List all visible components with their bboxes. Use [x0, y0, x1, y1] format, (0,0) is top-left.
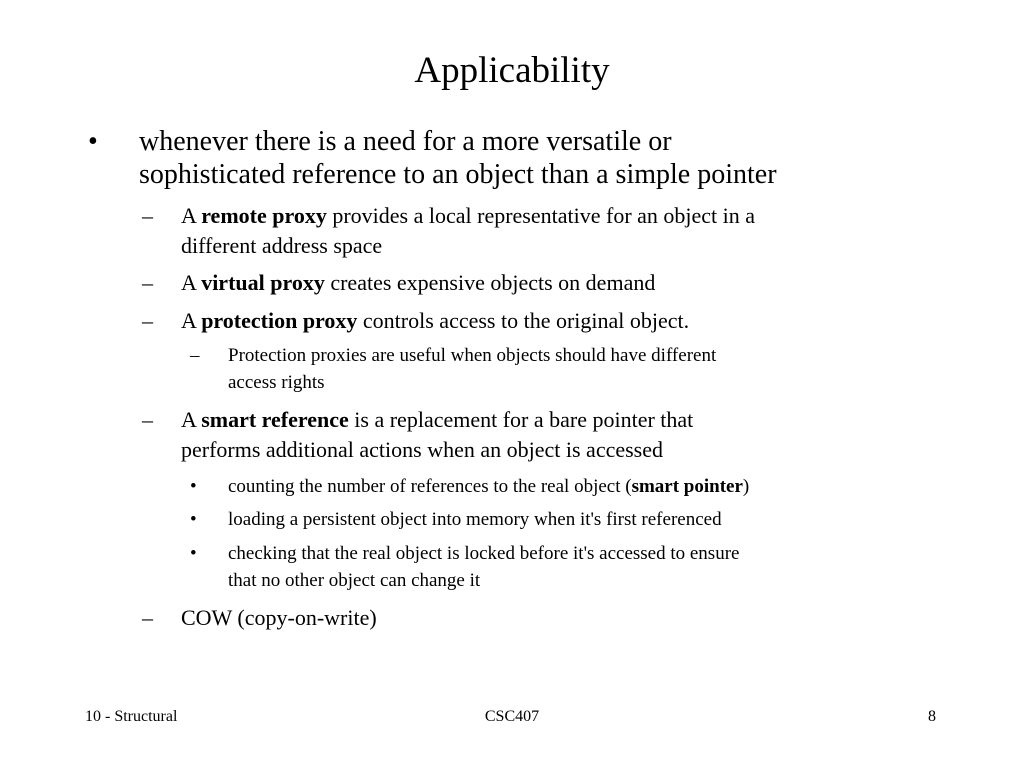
bullet-marker: • — [190, 543, 197, 564]
dash-marker: – — [142, 270, 153, 295]
smart-sub-counting — [228, 473, 749, 500]
smart-reference-line2: performs additional actions when an object is accessed — [181, 437, 664, 462]
smart-reference-post: is a replacement for a bare pointer that — [348, 407, 694, 432]
remote-proxy-pre: A — [181, 203, 202, 228]
virtual-proxy-term: virtual proxy — [201, 270, 325, 295]
smart-sub-loading: loading a persistent object into memory when it's first referenced — [228, 509, 722, 530]
protection-sub-line1: Protection proxies are useful when objects should have different — [228, 345, 717, 366]
page-number: 8 — [928, 708, 936, 725]
bullet-main-line2: sophisticated reference to an object than a simple pointer — [139, 159, 777, 190]
smart-sub-checking-line1: checking that the real object is locked before it's accessed to ensure — [228, 543, 740, 564]
dash-marker: – — [142, 203, 153, 228]
remote-proxy-item — [181, 201, 755, 231]
smart-reference-term: smart reference — [201, 407, 349, 432]
virtual-proxy-post: creates expensive objects on demand — [324, 270, 656, 295]
dash-marker: – — [142, 605, 153, 630]
protection-proxy-post: controls access to the original object. — [357, 308, 690, 333]
dash-marker: – — [142, 308, 153, 333]
bullet-main-line1: whenever there is a need for a more versatile or — [139, 126, 672, 157]
smart-pointer-term: smart pointer — [631, 476, 743, 497]
protection-sub-line2: access rights — [228, 372, 325, 393]
protection-proxy-term: protection proxy — [201, 308, 358, 333]
protection-proxy-pre: A — [181, 308, 202, 333]
bullet-marker: • — [190, 509, 197, 530]
cow-item: COW (copy-on-write) — [181, 605, 377, 630]
virtual-proxy-item — [181, 268, 655, 298]
footer-left: 10 - Structural — [85, 708, 178, 725]
protection-proxy-item — [181, 306, 689, 336]
bullet-marker: • — [88, 126, 98, 157]
bullet-marker: • — [190, 476, 197, 497]
smart-sub-counting-pre: counting the number of references to the real object ( — [228, 476, 632, 497]
slide-title: Applicability — [414, 50, 610, 91]
remote-proxy-line2: different address space — [181, 233, 383, 258]
remote-proxy-term: remote proxy — [201, 203, 327, 228]
remote-proxy-post: provides a local representative for an object in a — [326, 203, 756, 228]
smart-reference-pre: A — [181, 407, 202, 432]
smart-reference-item — [181, 405, 693, 435]
dash-marker: – — [190, 345, 200, 366]
footer-center: CSC407 — [484, 708, 540, 725]
dash-marker: – — [142, 407, 153, 432]
smart-sub-counting-post: ) — [742, 476, 750, 497]
virtual-proxy-pre: A — [181, 270, 202, 295]
smart-sub-checking-line2: that no other object can change it — [228, 570, 481, 591]
